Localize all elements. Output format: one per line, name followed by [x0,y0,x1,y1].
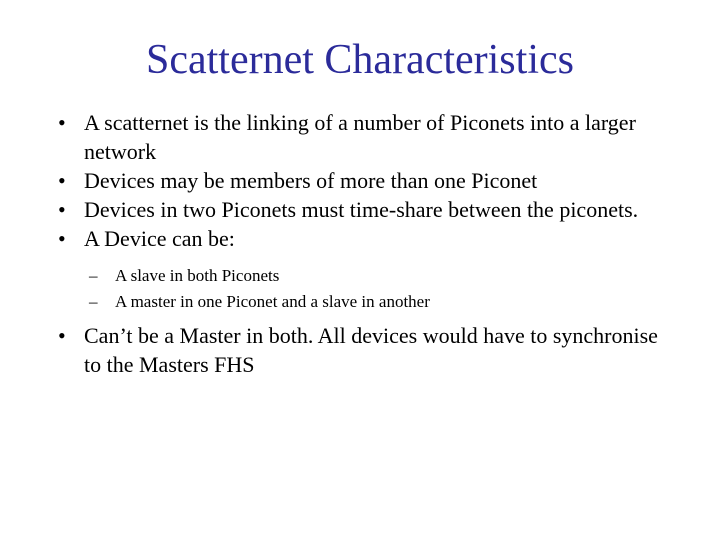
slide-title: Scatternet Characteristics [146,37,574,83]
bullet-item [54,224,674,315]
bullet-icon: • [58,168,66,193]
bullet-text: A scatternet is the linking of a number of Piconets into a larger network [84,110,636,164]
sub-bullet-list [84,263,674,315]
bullet-item [54,321,674,379]
sub-bullet-text: A slave in both Piconets [115,266,280,285]
sub-bullet-item [85,289,674,315]
dash-icon: – [89,266,98,285]
bullet-item [54,108,674,166]
bullet-text: Devices may be members of more than one Piconet [84,168,538,193]
bullet-icon: • [58,323,66,348]
bullet-icon: • [58,110,66,135]
bullet-item [54,166,674,195]
bullet-item [54,195,674,224]
bullet-text: A Device can be: [84,226,235,251]
bullet-text: Devices in two Piconets must time-share between the piconets. [84,197,639,222]
sub-bullet-item [85,263,674,289]
dash-icon: – [89,292,98,311]
bullet-text: Can’t be a Master in both. All devices would have to synchronise to the Masters FHS [84,323,658,377]
bullet-list [54,108,674,379]
bullet-icon: • [58,197,66,222]
bullet-icon: • [58,226,66,251]
sub-bullet-text: A master in one Piconet and a slave in another [115,292,430,311]
